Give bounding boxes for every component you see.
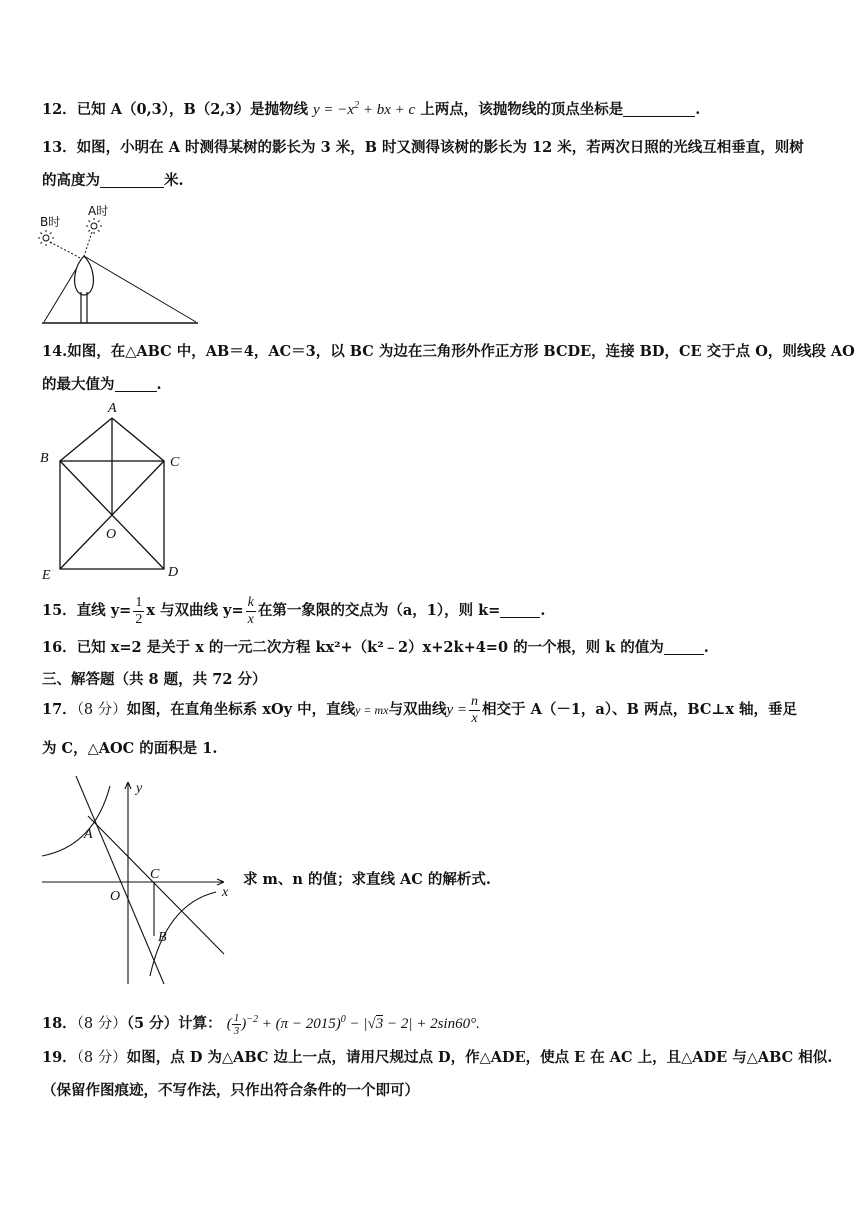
answer-blank[interactable] (115, 376, 157, 392)
fraction-numerator: 1 (233, 1012, 240, 1025)
question-18-points: （8 分） (76, 1016, 127, 1032)
point-b-label: B (40, 451, 49, 466)
question-17-text-1: 如图，在直角坐标系 xOy 中，直线 (126, 701, 356, 718)
line-y-mx (88, 816, 224, 954)
point-d-label: D (168, 565, 179, 580)
question-15-number: 15． (42, 602, 77, 619)
fraction-denominator: 2 (135, 611, 143, 627)
question-14-text-2: 的最大值为 (42, 376, 115, 393)
equation-y-equals: y = (446, 702, 468, 718)
answer-blank[interactable] (623, 101, 695, 117)
equation-y-mx: y = mx (355, 703, 389, 717)
question-16-number: 16． (42, 639, 77, 656)
sun-a-icon (86, 218, 102, 234)
sqrt-radicand: 3 (375, 1016, 384, 1032)
question-14-line-2 (42, 375, 162, 395)
origin-label: O (110, 889, 121, 904)
question-18 (42, 1006, 480, 1038)
question-12-text-2: 上两点，该抛物线的顶点坐标是 (420, 101, 624, 118)
question-12-end: . (695, 101, 701, 118)
question-12 (42, 96, 700, 120)
question-12-text-1: 已知 A（0,3），B（2,3）是抛物线 (76, 101, 308, 118)
question-14-line-1 (42, 342, 855, 362)
question-17-number: 17． (42, 701, 77, 718)
light-ray-a-dashed (84, 232, 92, 256)
question-19-number: 19． (42, 1049, 77, 1066)
question-16 (42, 638, 709, 658)
question-13-number: 13． (42, 139, 77, 156)
point-b-label: B (158, 930, 167, 945)
fraction-denominator: x (247, 611, 254, 627)
point-a-label: A (108, 401, 117, 416)
question-17-points: （8 分） (76, 702, 127, 718)
fraction-numerator: n (471, 693, 479, 709)
light-ray-b (84, 256, 196, 322)
question-18-points-2: （5 分） (126, 1015, 179, 1032)
question-14-end: . (156, 376, 162, 393)
point-c-label: C (150, 867, 160, 882)
question-16-text: 已知 x=2 是关于 x 的一元二次方程 kx²+（k²﹣2）x+2k+4=0 的一个根，则 k 的值为 (76, 639, 664, 656)
axis-y-label: y (136, 781, 143, 796)
hyperbola-branch-2 (42, 786, 110, 856)
question-15-text-3: 在第一象限的交点为（a，1），则 k= (257, 602, 501, 619)
question-13-end: 米. (164, 172, 184, 189)
question-15-text-2: x 与双曲线 y= (146, 602, 244, 619)
question-17-line-2: 为 C，△AOC 的面积是 1. (42, 740, 218, 757)
equation-exponent: 2 (354, 100, 360, 111)
fraction-one-third (232, 1012, 242, 1037)
equation-rest: + bx + c (362, 102, 416, 118)
answer-blank[interactable] (100, 172, 164, 188)
fraction-one-half (133, 595, 144, 628)
question-19-line-2: （保留作图痕迹，不写作法，只作出符合条件的一个即可） (42, 1082, 419, 1099)
point-e-label: E (42, 568, 51, 583)
fraction-k-over-x (246, 595, 256, 628)
point-a-label: A (84, 827, 93, 842)
fraction-numerator: 1 (135, 594, 143, 610)
tree-icon (75, 256, 94, 323)
point-o-label: O (106, 527, 117, 542)
question-19-points: （8 分） (76, 1050, 127, 1066)
question-14-text: 如图，在△ABC 中，AB＝4，AC＝3，以 BC 为边在三角形外作正方形 BCDE，连接 BD，CE 交于点 O，则线段 AO (67, 343, 855, 360)
question-16-end: . (703, 639, 709, 656)
question-13-line-2 (42, 171, 184, 191)
question-17-text-2: 与双曲线 (388, 701, 447, 718)
tree-shadow-figure (38, 200, 208, 328)
answer-blank[interactable] (500, 602, 540, 618)
answer-blank[interactable] (664, 639, 704, 655)
light-ray-b-dashed (50, 242, 84, 260)
fraction-n-over-x (469, 694, 480, 727)
coordinate-figure (38, 776, 238, 988)
question-13-line-1 (42, 138, 804, 158)
fraction-denominator: 3 (233, 1025, 240, 1038)
question-14-number: 14. (42, 343, 68, 360)
question-12-number: 12． (42, 101, 77, 118)
question-18-number: 18． (42, 1015, 77, 1032)
point-c-label: C (170, 455, 180, 470)
axis-x-label: x (222, 885, 229, 900)
expression-abs-open: − | (349, 1016, 368, 1032)
label-b-time: B时 (40, 215, 61, 229)
question-15 (42, 593, 545, 629)
question-17-text-3: 相交于 A（－1，a）、B 两点，BC⊥x 轴，垂足 (482, 701, 798, 718)
exponent-neg-two: −2 (246, 1014, 258, 1025)
question-18-text: 计算： (178, 1015, 222, 1032)
label-a-time: A时 (88, 204, 109, 218)
fraction-numerator: k (247, 594, 254, 610)
exponent-zero: 0 (340, 1014, 346, 1025)
square-triangle-figure (36, 398, 196, 584)
question-12-equation (313, 102, 415, 118)
segment-ab (60, 418, 112, 461)
question-13-text: 如图，小明在 A 时测得某树的影长为 3 米，B 时又测得该树的影长为 12 米，若两次日照的光线互相垂直，则树 (76, 139, 804, 156)
segment-ac (112, 418, 164, 461)
fraction-denominator: x (471, 710, 478, 726)
question-17-ask: 求 m、n 的值；求直线 AC 的解析式. (243, 871, 491, 888)
question-13-text-2: 的高度为 (42, 172, 100, 189)
question-19-text: 如图，点 D 为△ABC 边上一点，请用尺规过点 D，作△ADE，使点 E 在 AC 上，且△ADE 与△ABC 相似. (126, 1049, 833, 1066)
question-18-expression: ( $\frac{1}{3}$ )$^{-2} + (\pi - 2015)^0 - |√3 - 2| + 2\sin 60^\circ$. (226, 1012, 480, 1038)
expression-pi-term: + (π − 2015) (261, 1016, 341, 1032)
sun-b-icon (38, 230, 54, 246)
expression-rest: − 2| + 2sin60°. (386, 1016, 480, 1032)
equation-lhs: y = −x (313, 102, 355, 118)
question-19-line-1 (42, 1048, 832, 1068)
question-15-end: . (540, 602, 546, 619)
section-3-heading: 三、解答题（共 8 题，共 72 分） (42, 671, 267, 688)
question-15-text-1: 直线 y= (76, 602, 132, 619)
question-17-line-1 (42, 692, 797, 728)
